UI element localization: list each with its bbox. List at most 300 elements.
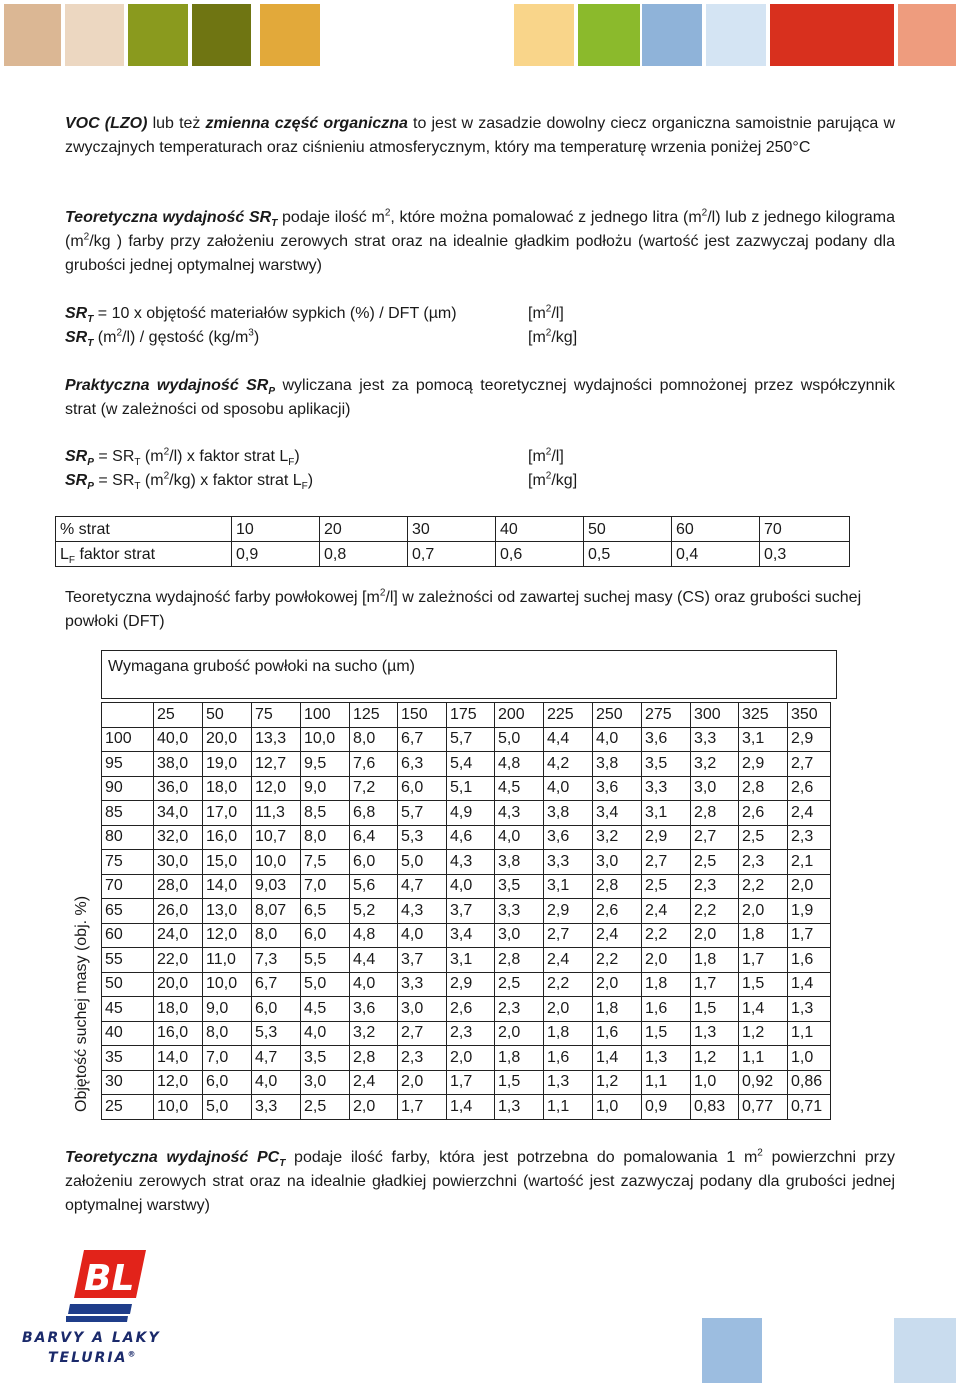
table-cell: 6,0: [203, 1070, 252, 1095]
dft-header-cell: 25: [154, 703, 203, 728]
table-cell: 5,3: [398, 825, 447, 850]
volume-solids-cell: 30: [102, 1070, 154, 1095]
table-cell: 1,1: [739, 1046, 788, 1071]
table-cell: 2,7: [642, 850, 691, 875]
formula-text: ): [294, 448, 300, 465]
volume-solids-cell: 50: [102, 972, 154, 997]
table-cell: 0,86: [788, 1070, 831, 1095]
table-cell: 4,5: [301, 997, 350, 1022]
table-cell: 1,6: [642, 997, 691, 1022]
volume-solids-cell: 45: [102, 997, 154, 1022]
sub: T: [87, 338, 94, 350]
table-cell: 2,0: [739, 899, 788, 924]
table-cell: 2,2: [691, 899, 739, 924]
volume-solids-cell: 75: [102, 850, 154, 875]
table-cell: 3,3: [544, 850, 593, 875]
table-cell: 0,92: [739, 1070, 788, 1095]
table-cell: 4,3: [447, 850, 495, 875]
sup: 2: [116, 327, 123, 339]
formula-text: (m: [140, 448, 164, 465]
table-cell: 18,0: [203, 776, 252, 801]
table-cell: 8,5: [301, 801, 350, 826]
table-cell: 8,07: [252, 899, 301, 924]
dft-header-cell: 175: [447, 703, 495, 728]
formula-text: = SR: [93, 472, 135, 489]
color-bar: [578, 4, 640, 66]
table-cell: 0,3: [760, 542, 850, 567]
voc-text: to jest w zasadzie dowolny ciecz organiczna samoistnie parująca w zwyczajnych temperaturach oraz ciśnieniu atmosferycznym, który ma temperaturę wrzenia poniżej 250°C: [65, 115, 895, 156]
sub: T: [87, 314, 94, 326]
table-cell: 5,0: [495, 727, 544, 752]
table-cell: 1,7: [691, 972, 739, 997]
table-cell: 5,5: [301, 948, 350, 973]
sup: 2: [545, 327, 552, 339]
table-cell: 2,8: [495, 948, 544, 973]
table-cell: 6,0: [350, 850, 398, 875]
voc-paragraph: [65, 112, 895, 160]
table-cell: 2,0: [691, 923, 739, 948]
table-cell: 1,1: [544, 1095, 593, 1120]
table-cell: 2,9: [544, 899, 593, 924]
table-cell: 3,4: [447, 923, 495, 948]
table-cell: 9,0: [301, 776, 350, 801]
table-row: [102, 801, 831, 826]
table-cell: 1,8: [739, 923, 788, 948]
table-cell: 1,8: [642, 972, 691, 997]
table-cell: 1,3: [788, 997, 831, 1022]
table-row: [102, 874, 831, 899]
volume-solids-cell: 70: [102, 874, 154, 899]
sr-t-text-4: /kg ) farby przy założeniu zerowych strat oraz na idealnie gładkim podłożu (wartość jest zazwyczaj podany dla grubości jednej optymalnej warstwy): [65, 233, 895, 274]
table-cell: 5,1: [447, 776, 495, 801]
table-header-row: [102, 703, 831, 728]
table-cell: 2,4: [642, 899, 691, 924]
table-cell: 1,6: [544, 1046, 593, 1071]
table-cell: 2,0: [495, 1021, 544, 1046]
formula-sr-t-1: [65, 302, 457, 326]
table-cell: 3,3: [398, 972, 447, 997]
table-cell: 1,4: [447, 1095, 495, 1120]
table-row: [102, 972, 831, 997]
table-cell: 10,0: [203, 972, 252, 997]
table-cell: 1,4: [788, 972, 831, 997]
sr-p-text: wyliczana jest za pomocą teoretycznej wydajności pomnożonej przez współczynnik strat (w zależności od sposobu aplikacji): [65, 377, 895, 418]
table-cell: 7,0: [301, 874, 350, 899]
table-row: [56, 542, 850, 567]
table-cell: 11,0: [203, 948, 252, 973]
logo-mark-icon: [66, 1250, 146, 1322]
volume-solids-cell: 95: [102, 752, 154, 777]
table-cell: 34,0: [154, 801, 203, 826]
table-cell: 36,0: [154, 776, 203, 801]
table-cell: 20: [320, 517, 408, 542]
table-cell: 0,4: [672, 542, 760, 567]
unit: /l]: [551, 305, 564, 322]
dft-header-cell: 100: [301, 703, 350, 728]
volume-solids-cell: 25: [102, 1095, 154, 1120]
table-cell: 7,5: [301, 850, 350, 875]
table-cell: 8,0: [203, 1021, 252, 1046]
table-cell: 1,4: [593, 1046, 642, 1071]
sr-p-term: Praktyczna wydajność SR: [65, 377, 269, 394]
table-cell: 5,4: [447, 752, 495, 777]
table-cell: 2,4: [593, 923, 642, 948]
table-cell: 6,7: [398, 727, 447, 752]
table-cell: 4,7: [398, 874, 447, 899]
table-cell: 9,5: [301, 752, 350, 777]
sr-t-text-3: /l) lub z jednego kilograma (m: [65, 209, 896, 250]
dft-header-cell: 300: [691, 703, 739, 728]
table-row: [102, 1070, 831, 1095]
table-cell: 1,5: [642, 1021, 691, 1046]
sr-t-text-2: , które można pomalować z jednego litra (m: [390, 209, 702, 226]
table-cell: 12,0: [252, 776, 301, 801]
table-cell: 1,9: [788, 899, 831, 924]
volume-solids-cell: 80: [102, 825, 154, 850]
sub: P: [268, 386, 276, 398]
formula-text: ): [253, 329, 260, 346]
table-cell: 3,0: [691, 776, 739, 801]
sup: 2: [163, 470, 170, 482]
table-cell: 38,0: [154, 752, 203, 777]
table-cell: 0,8: [320, 542, 408, 567]
dft-header-cell: 125: [350, 703, 398, 728]
table-cell: 1,3: [691, 1021, 739, 1046]
pc-t-text: podaje ilość farby, która jest potrzebna do pomalowania 1 m: [285, 1149, 758, 1166]
dft-header-cell: 150: [398, 703, 447, 728]
sub: T: [279, 1158, 286, 1170]
unit: [m: [528, 305, 546, 322]
table-cell: 8,0: [350, 727, 398, 752]
table-corner: [102, 703, 154, 728]
sup: 2: [757, 1147, 763, 1159]
table-cell: 1,5: [691, 997, 739, 1022]
table-cell: 4,3: [398, 899, 447, 924]
table-cell: 2,0: [642, 948, 691, 973]
table-cell: 2,0: [593, 972, 642, 997]
table-cell: 5,0: [301, 972, 350, 997]
table-cell: 1,8: [544, 1021, 593, 1046]
table-cell: 4,2: [544, 752, 593, 777]
color-bar: [898, 4, 956, 66]
formula-sr-t-2: [65, 326, 259, 350]
volume-solids-cell: 60: [102, 923, 154, 948]
table-cell: 4,5: [495, 776, 544, 801]
table-cell: 1,8: [495, 1046, 544, 1071]
table-cell: 8,0: [301, 825, 350, 850]
spreading-rate-table: [101, 702, 831, 1120]
table-cell: 3,7: [398, 948, 447, 973]
table-cell: 2,3: [691, 874, 739, 899]
table-cell: 2,2: [593, 948, 642, 973]
table-cell: 11,3: [252, 801, 301, 826]
table-cell: 50: [584, 517, 672, 542]
table-cell: 6,5: [301, 899, 350, 924]
formula-text: = 10 x objętość materiałów sypkich (%) / DFT (µm): [93, 305, 457, 322]
sub: P: [87, 457, 94, 469]
table-cell: 2,3: [447, 1021, 495, 1046]
table-cell: 1,8: [691, 948, 739, 973]
table-caption: [65, 586, 895, 634]
table-cell: % strat: [56, 517, 232, 542]
table-cell: 2,4: [350, 1070, 398, 1095]
table-cell: 3,1: [739, 727, 788, 752]
table-cell: 2,7: [788, 752, 831, 777]
table-cell: 2,3: [495, 997, 544, 1022]
table-cell: 4,0: [447, 874, 495, 899]
table-cell: 1,2: [691, 1046, 739, 1071]
sub: F: [68, 554, 76, 566]
sr-t-text-1: podaje ilość m: [277, 209, 385, 226]
table-cell: 1,0: [593, 1095, 642, 1120]
table-cell: 3,3: [642, 776, 691, 801]
table-cell: 2,5: [495, 972, 544, 997]
sr-t-sub: T: [271, 218, 278, 230]
table-cell: 2,8: [739, 776, 788, 801]
table-cell: 4,8: [350, 923, 398, 948]
color-bar: [65, 4, 124, 66]
table-cell: 0,77: [739, 1095, 788, 1120]
table-cell: 0,5: [584, 542, 672, 567]
table-cell: 3,5: [301, 1046, 350, 1071]
table-cell: 2,6: [447, 997, 495, 1022]
table-cell: 4,3: [495, 801, 544, 826]
formula-sr-p-2: [65, 469, 313, 493]
logo-mark-text: BL: [84, 1258, 135, 1299]
table-cell: 1,0: [691, 1070, 739, 1095]
table-cell: 28,0: [154, 874, 203, 899]
table-cell: 0,83: [691, 1095, 739, 1120]
table-row: [56, 517, 850, 542]
table-cell: 3,2: [350, 1021, 398, 1046]
dft-header-cell: 50: [203, 703, 252, 728]
table-cell: 3,1: [447, 948, 495, 973]
table-cell: 1,7: [447, 1070, 495, 1095]
table-cell: 13,0: [203, 899, 252, 924]
unit: /kg]: [551, 472, 578, 489]
table-cell: 3,3: [252, 1095, 301, 1120]
table-cell: 1,7: [739, 948, 788, 973]
voc-mid: lub też: [147, 115, 206, 132]
table-cell: 2,5: [739, 825, 788, 850]
table-cell: 3,1: [642, 801, 691, 826]
sr-t-term: Teoretyczna wydajność SR: [65, 209, 272, 226]
volume-solids-cell: 35: [102, 1046, 154, 1071]
unit: /l]: [551, 448, 564, 465]
table-cell: 15,0: [203, 850, 252, 875]
pc-t-text: powierzchni przy założeniu zerowych strat oraz na idealnie gładkiej powierzchni (wartość jest zazwyczaj podany dla grubości jednej optymalnej warstwy): [65, 1149, 895, 1214]
sup: 2: [545, 470, 552, 482]
pc-t-definition: [65, 1146, 895, 1218]
table-cell: 2,5: [691, 850, 739, 875]
table-cell: 2,4: [788, 801, 831, 826]
table-cell: 1,5: [495, 1070, 544, 1095]
sup: 2: [384, 207, 391, 219]
table-row: [102, 776, 831, 801]
table-row: [102, 752, 831, 777]
table-cell: 2,1: [788, 850, 831, 875]
table-row: [102, 899, 831, 924]
table-cell: 0,71: [788, 1095, 831, 1120]
table-cell: 0,9: [232, 542, 320, 567]
table-cell: 3,8: [544, 801, 593, 826]
table-cell: 2,7: [398, 1021, 447, 1046]
table-row: [102, 1046, 831, 1071]
table-cell: 4,4: [350, 948, 398, 973]
table-cell: 2,9: [788, 727, 831, 752]
table-cell: 1,1: [642, 1070, 691, 1095]
logo-line2: [48, 1350, 137, 1366]
table-cell: 2,0: [350, 1095, 398, 1120]
label: L: [60, 545, 69, 563]
table-cell: 4,0: [301, 1021, 350, 1046]
symbol: SR: [65, 448, 88, 465]
color-bar: [514, 4, 574, 66]
dft-header-cell: 225: [544, 703, 593, 728]
formula-sr-p-1: [65, 445, 300, 469]
dft-header-cell: 250: [593, 703, 642, 728]
sub: P: [87, 481, 94, 493]
table-cell: 2,7: [691, 825, 739, 850]
formula-text: /l) / gęstość (kg/m: [122, 329, 249, 346]
table-cell: 3,5: [495, 874, 544, 899]
table-cell: 3,6: [593, 776, 642, 801]
volume-solids-cell: 65: [102, 899, 154, 924]
table-cell: 2,6: [788, 776, 831, 801]
voc-term: VOC (LZO): [65, 115, 148, 132]
caption-text: Teoretyczna wydajność farby powłokowej [m: [65, 589, 380, 606]
sub: T: [134, 481, 141, 493]
table-row: [102, 1021, 831, 1046]
table-cell: 2,2: [544, 972, 593, 997]
dft-header-cell: 350: [788, 703, 831, 728]
table-cell: 3,3: [691, 727, 739, 752]
company-logo: [22, 1250, 172, 1370]
table-cell: 7,6: [350, 752, 398, 777]
formula-text: (m: [93, 329, 117, 346]
table-cell: 5,3: [252, 1021, 301, 1046]
table-cell: 4,9: [447, 801, 495, 826]
table-cell: 2,2: [739, 874, 788, 899]
table-cell: 3,6: [642, 727, 691, 752]
symbol: SR: [65, 472, 88, 489]
table-cell: 3,7: [447, 899, 495, 924]
volume-solids-cell: 55: [102, 948, 154, 973]
logo-line2-text: TELURIA: [48, 1350, 128, 1366]
volume-solids-cell: 40: [102, 1021, 154, 1046]
table-cell: 12,0: [154, 1070, 203, 1095]
table-cell: 30,0: [154, 850, 203, 875]
color-bar: [128, 4, 188, 66]
table-row: [102, 727, 831, 752]
table-row: [102, 850, 831, 875]
caption-text: /l] w zależności od zawartej suchej masy (CS) oraz grubości suchej powłoki (DFT): [65, 589, 862, 630]
color-bar: [706, 4, 766, 66]
sr-p-definition: [65, 374, 895, 422]
table-cell: 3,5: [642, 752, 691, 777]
voc-term2: zmienna część organiczna: [205, 115, 408, 132]
unit: /kg]: [551, 329, 578, 346]
table-cell: 10,0: [252, 850, 301, 875]
label: faktor strat: [75, 545, 156, 563]
sup: 2: [83, 231, 90, 243]
sup: 2: [379, 587, 386, 599]
table-cell: 2,0: [788, 874, 831, 899]
dft-header-cell: 200: [495, 703, 544, 728]
table-cell: 5,0: [203, 1095, 252, 1120]
loss-factor-table: [55, 516, 850, 567]
table-cell: 4,6: [447, 825, 495, 850]
color-bar: [770, 4, 894, 66]
sub: T: [134, 457, 141, 469]
table-cell: 17,0: [203, 801, 252, 826]
table-cell: 2,8: [593, 874, 642, 899]
table-cell: 1,3: [544, 1070, 593, 1095]
table-cell: 14,0: [203, 874, 252, 899]
table-cell: 2,3: [398, 1046, 447, 1071]
table-cell: 1,2: [593, 1070, 642, 1095]
table-cell: 2,0: [544, 997, 593, 1022]
table-cell: 3,0: [398, 997, 447, 1022]
table-cell: 0,7: [408, 542, 496, 567]
unit: [m: [528, 329, 546, 346]
table-cell: 1,6: [593, 1021, 642, 1046]
table-cell: 13,3: [252, 727, 301, 752]
table-cell: 2,9: [739, 752, 788, 777]
table-cell: 14,0: [154, 1046, 203, 1071]
table-cell: 5,7: [447, 727, 495, 752]
table-cell: 10,7: [252, 825, 301, 850]
table-cell: 7,3: [252, 948, 301, 973]
table-cell: 3,8: [593, 752, 642, 777]
sup: 2: [545, 446, 552, 458]
table-cell: 20,0: [203, 727, 252, 752]
table-cell: 3,8: [495, 850, 544, 875]
table-cell: 6,0: [398, 776, 447, 801]
color-bar: [4, 4, 61, 66]
table-cell: 12,0: [203, 923, 252, 948]
table-cell: 9,0: [203, 997, 252, 1022]
table-row: [102, 997, 831, 1022]
table-cell: 12,7: [252, 752, 301, 777]
table-cell: 3,6: [544, 825, 593, 850]
table-cell: 4,0: [495, 825, 544, 850]
table-cell: 70: [760, 517, 850, 542]
table-cell: 2,8: [350, 1046, 398, 1071]
table-cell: 2,9: [447, 972, 495, 997]
table-cell: 2,8: [691, 801, 739, 826]
table-cell: 1,1: [788, 1021, 831, 1046]
table-cell: 26,0: [154, 899, 203, 924]
table-cell: 2,0: [447, 1046, 495, 1071]
table-cell: 4,0: [252, 1070, 301, 1095]
table-cell: 6,7: [252, 972, 301, 997]
table-row: [102, 1095, 831, 1120]
table-cell: 7,2: [350, 776, 398, 801]
table-cell: 5,7: [398, 801, 447, 826]
formula-text: (m: [140, 472, 164, 489]
table-cell: 16,0: [154, 1021, 203, 1046]
table-cell: [56, 542, 232, 567]
sup: 2: [163, 446, 170, 458]
formula-unit-4: [528, 469, 577, 493]
color-bar: [642, 4, 702, 66]
dft-header-label: Wymagana grubość powłoki na sucho (µm): [108, 658, 415, 675]
table-cell: 30: [408, 517, 496, 542]
table-cell: 3,6: [350, 997, 398, 1022]
table-cell: 2,2: [642, 923, 691, 948]
table-cell: 22,0: [154, 948, 203, 973]
